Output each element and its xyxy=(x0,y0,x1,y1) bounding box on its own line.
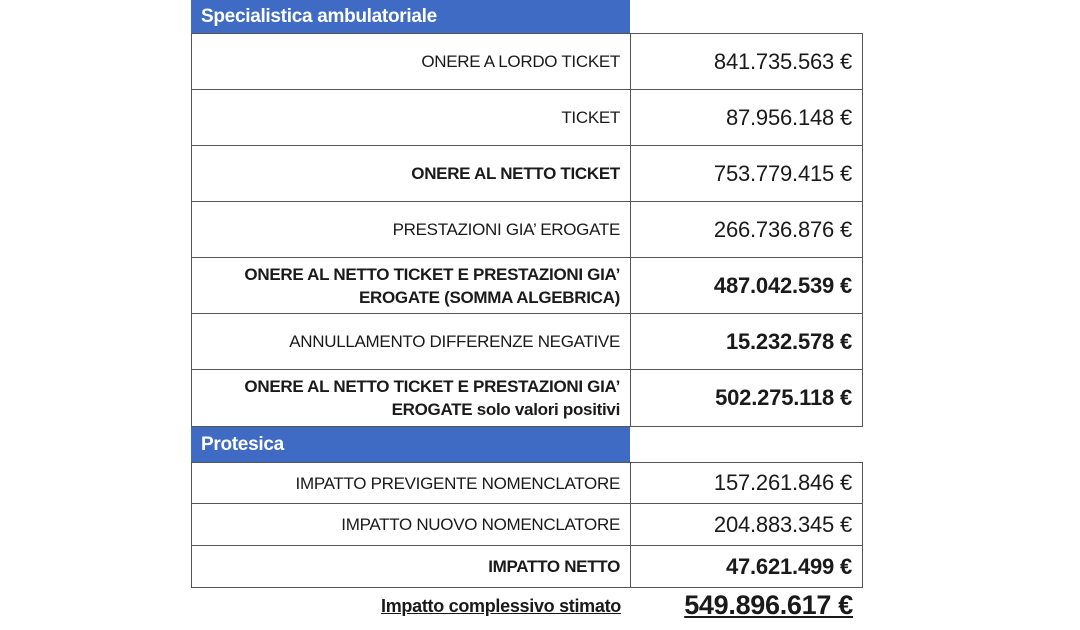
row-label: ONERE A LORDO TICKET xyxy=(192,34,631,89)
table-row xyxy=(191,146,863,202)
table-row xyxy=(191,314,863,370)
section-header-protesica xyxy=(191,427,630,462)
row-label: TICKET xyxy=(192,90,631,145)
row-label: ONERE AL NETTO TICKET E PRESTAZIONI GIA’ EROGATE solo valori positivi xyxy=(192,370,631,426)
table-row xyxy=(191,33,863,90)
row-label: IMPATTO PREVIGENTE NOMENCLATORE xyxy=(192,463,631,503)
total-label: Impatto complessivo stimato xyxy=(381,596,621,616)
row-label: IMPATTO NUOVO NOMENCLATORE xyxy=(192,504,631,545)
row-value: 87.956.148 € xyxy=(725,104,852,130)
section-title: Specialistica ambulatoriale xyxy=(201,5,437,27)
row-value: 204.883.345 € xyxy=(713,511,852,537)
table-row xyxy=(191,202,863,258)
section-title: Protesica xyxy=(201,433,284,455)
table-row xyxy=(191,90,863,146)
table-row xyxy=(191,546,863,588)
table-row xyxy=(191,258,863,314)
row-value: 266.736.876 € xyxy=(713,216,852,242)
table-row xyxy=(191,462,863,504)
row-label: ONERE AL NETTO TICKET xyxy=(192,146,631,201)
row-value: 487.042.539 € xyxy=(713,272,852,298)
section-header-specialistica xyxy=(191,0,630,33)
row-label: IMPATTO NETTO xyxy=(192,546,631,587)
total-value: 549.896.617 € xyxy=(684,590,853,620)
row-value: 47.621.499 € xyxy=(725,553,852,579)
row-value: 841.735.563 € xyxy=(713,48,852,74)
table-row xyxy=(191,370,863,427)
row-value: 15.232.578 € xyxy=(725,328,852,354)
table-row xyxy=(191,504,863,546)
row-value: 753.779.415 € xyxy=(713,160,852,186)
row-label: ONERE AL NETTO TICKET E PRESTAZIONI GIA’ EROGATE (SOMMA ALGEBRICA) xyxy=(192,258,631,313)
row-label: ANNULLAMENTO DIFFERENZE NEGATIVE xyxy=(192,314,631,369)
row-value: 502.275.118 € xyxy=(715,385,852,410)
row-value: 157.261.846 € xyxy=(713,470,852,495)
row-label: PRESTAZIONI GIA’ EROGATE xyxy=(192,202,631,257)
